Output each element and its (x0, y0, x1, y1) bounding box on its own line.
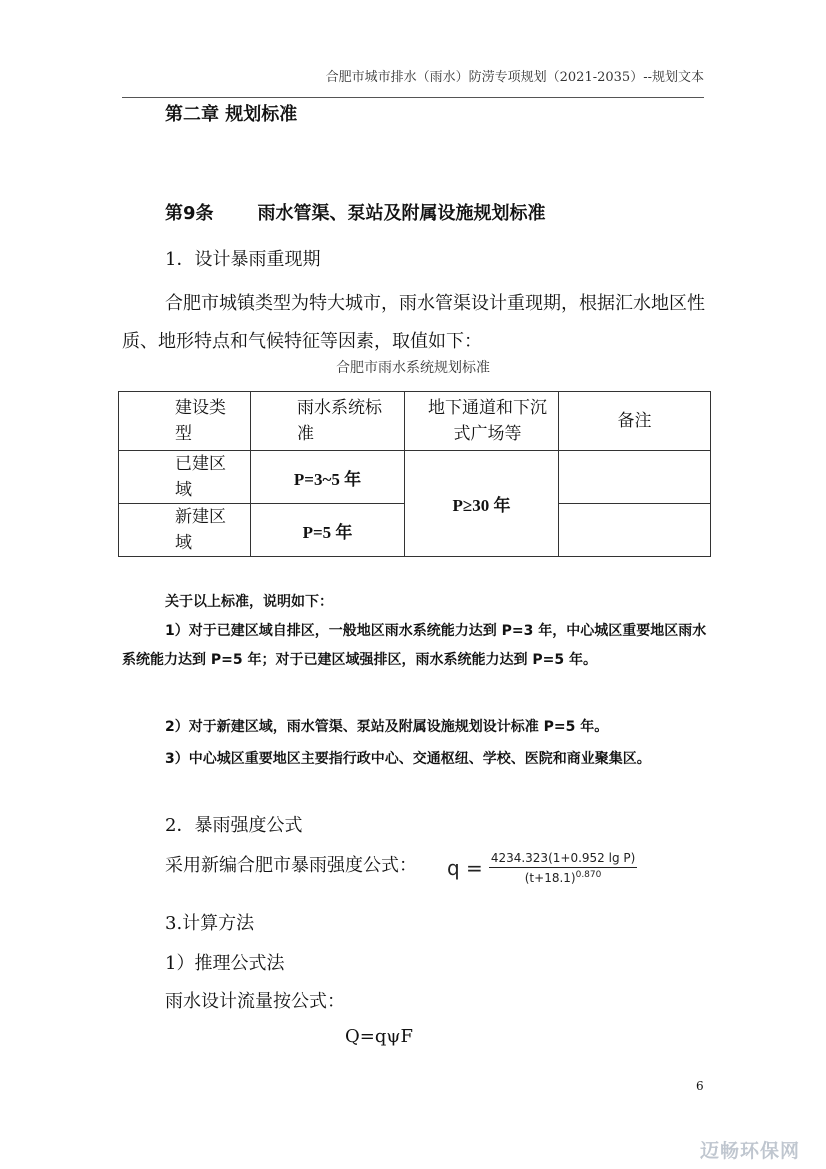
chapter-title: 第二章 规划标准 (165, 104, 298, 125)
rainstorm-formula (447, 851, 637, 885)
notes-intro: 关于以上标准，说明如下： (165, 594, 333, 610)
section2-heading: 2．暴雨强度公式 (165, 815, 303, 836)
watermark: 迈畅环保网 (700, 1140, 801, 1162)
table-caption: 合肥市雨水系统规划标准 (336, 360, 490, 376)
header-cell: 备注 (559, 392, 711, 451)
header-rule (122, 97, 704, 98)
article-number: 第9条 (165, 203, 214, 224)
formula-numerator: 4234.323(1+0.952 lg P) (489, 851, 637, 868)
table-row (119, 451, 711, 504)
article-title: 雨水管渠、泵站及附属设施规划标准 (257, 203, 546, 224)
page-number: 6 (696, 1079, 704, 1093)
formula-lhs: q = (447, 856, 483, 880)
section3-heading: 3.计算方法 (165, 913, 255, 934)
header-cell: 雨水系统标准 (251, 392, 405, 451)
section1-paragraph: 合肥市城镇类型为特大城市，雨水管渠设计重现期，根据汇水地区性质、地形特点和气候特征等因素，取值如下： (122, 293, 705, 352)
section1-heading: 1．设计暴雨重现期 (165, 249, 321, 270)
article-heading (165, 199, 546, 225)
formula-denominator: (t+18.1) (524, 871, 576, 885)
table-header-row (119, 392, 711, 451)
note-item: 1）对于已建区域自排区，一般地区雨水系统能力达到 P=3 年，中心城区重要地区雨水系统能力达到 P=5 年；对于已建区域强排区，雨水系统能力达到 P=5 年。 (122, 623, 707, 668)
cell-standard: P=3~5 年 (251, 451, 405, 504)
cell-type: 已建区域 (119, 451, 251, 504)
header-cell: 地下通道和下沉式广场等 (405, 392, 559, 451)
cell-standard: P=5 年 (251, 504, 405, 557)
section3-sub1: 1）推理公式法 (165, 953, 285, 974)
formula-exponent: 0.870 (575, 870, 602, 880)
section2-lead: 采用新编合肥市暴雨强度公式： (165, 855, 417, 876)
flow-equation: Q=qψF (345, 1026, 413, 1047)
cell-note (559, 451, 711, 504)
section3-line: 雨水设计流量按公式： (165, 991, 345, 1012)
note-item: 3）中心城区重要地区主要指行政中心、交通枢纽、学校、医院和商业聚集区。 (165, 751, 651, 767)
standards-table (118, 391, 711, 557)
running-header: 合肥市城市排水（雨水）防涝专项规划（2021-2035）--规划文本 (325, 70, 704, 85)
cell-type: 新建区域 (119, 504, 251, 557)
formula-denominator-wrap (489, 868, 637, 885)
header-cell: 建设类型 (119, 392, 251, 451)
cell-note (559, 504, 711, 557)
formula-fraction (489, 851, 637, 885)
cell-underground: P≥30 年 (405, 451, 559, 557)
note-item: 2）对于新建区域，雨水管渠、泵站及附属设施规划设计标准 P=5 年。 (165, 719, 609, 735)
